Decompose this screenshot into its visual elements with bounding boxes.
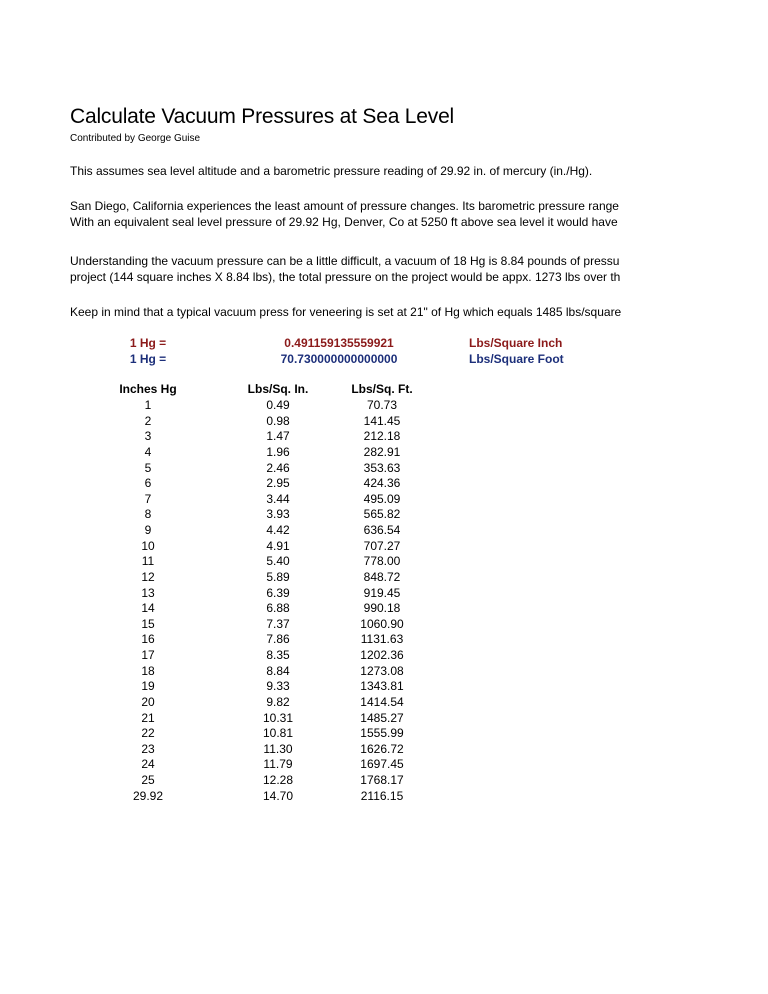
paragraph-understanding bbox=[70, 253, 646, 285]
cell-lbs-sq-in: 0.98 bbox=[266, 413, 290, 428]
column-header-lbs-sq-ft: Lbs/Sq. Ft. bbox=[351, 382, 413, 396]
cell-lbs-sq-ft: 1485.27 bbox=[360, 710, 404, 725]
cell-lbs-sq-in: 2.46 bbox=[266, 460, 290, 475]
cell-lbs-sq-ft: 1273.08 bbox=[360, 663, 404, 678]
paragraph-line: project (144 square inches X 8.84 lbs), the total pressure on the project would be appx. 1273 lbs over th bbox=[70, 270, 621, 284]
cell-lbs-sq-in: 8.35 bbox=[266, 648, 290, 662]
cell-inches-hg: 24 bbox=[141, 757, 155, 772]
table-row bbox=[0, 601, 768, 617]
cell-lbs-sq-ft: 141.45 bbox=[363, 413, 401, 428]
cell-lbs-sq-in: 3.93 bbox=[266, 507, 290, 522]
page-title: Calculate Vacuum Pressures at Sea Level bbox=[70, 105, 455, 128]
cell-inches-hg: 14 bbox=[141, 601, 155, 616]
cell-lbs-sq-ft: 636.54 bbox=[363, 523, 401, 537]
cell-inches-hg: 18 bbox=[141, 663, 155, 678]
paragraph-line: Keep in mind that a typical vacuum press for veneering is set at 21" of Hg which equals 1485 lbs/square bbox=[70, 305, 622, 319]
cell-lbs-sq-in: 11.79 bbox=[263, 757, 293, 772]
cell-lbs-sq-in: 9.82 bbox=[266, 694, 290, 709]
cell-lbs-sq-in: 5.40 bbox=[266, 554, 290, 569]
paragraph-line: This assumes sea level altitude and a barometric pressure reading of 29.92 in. of mercury (in./Hg). bbox=[70, 164, 593, 178]
cell-inches-hg: 21 bbox=[141, 710, 155, 725]
cell-lbs-sq-in: 5.89 bbox=[266, 569, 290, 584]
cell-lbs-sq-ft: 1131.63 bbox=[360, 632, 404, 647]
cell-lbs-sq-in: 3.44 bbox=[266, 491, 290, 506]
cell-lbs-sq-ft: 1768.17 bbox=[360, 773, 404, 787]
cell-lbs-sq-ft: 212.18 bbox=[363, 429, 401, 444]
table-row bbox=[0, 507, 768, 523]
table-row bbox=[0, 523, 768, 539]
table-row bbox=[0, 554, 768, 570]
conversion-label-sq-foot: 1 Hg = bbox=[129, 352, 167, 366]
cell-lbs-sq-ft: 990.18 bbox=[363, 601, 401, 616]
contributor-credit: Contributed by George Guise bbox=[70, 133, 201, 144]
table-row bbox=[0, 632, 768, 648]
paragraph-keep-in-mind bbox=[70, 304, 646, 320]
conversion-value-sq-foot: 70.730000000000000 bbox=[280, 352, 398, 366]
table-row bbox=[0, 742, 768, 758]
cell-lbs-sq-ft: 2116.15 bbox=[360, 788, 404, 803]
cell-lbs-sq-ft: 1626.72 bbox=[360, 741, 404, 756]
table-row bbox=[0, 695, 768, 711]
cell-lbs-sq-ft: 282.91 bbox=[363, 444, 401, 459]
cell-lbs-sq-in: 7.37 bbox=[266, 616, 290, 631]
cell-lbs-sq-ft: 1202.36 bbox=[360, 648, 404, 662]
table-row bbox=[0, 648, 768, 664]
cell-lbs-sq-in: 12.28 bbox=[262, 773, 294, 787]
cell-lbs-sq-in: 7.86 bbox=[266, 632, 290, 647]
cell-inches-hg: 7 bbox=[144, 491, 152, 506]
cell-inches-hg: 17 bbox=[141, 648, 155, 662]
cell-lbs-sq-ft: 1343.81 bbox=[360, 679, 404, 694]
pressure-table bbox=[0, 398, 768, 804]
cell-inches-hg: 1 bbox=[144, 398, 152, 412]
cell-lbs-sq-in: 10.81 bbox=[262, 726, 294, 741]
column-header-lbs-sq-in: Lbs/Sq. In. bbox=[247, 382, 309, 396]
cell-lbs-sq-in: 14.70 bbox=[262, 788, 294, 803]
conversion-value-sq-inch: 0.491159135559921 bbox=[284, 336, 394, 350]
cell-lbs-sq-ft: 424.36 bbox=[363, 476, 401, 491]
cell-lbs-sq-in: 0.49 bbox=[266, 398, 290, 412]
paragraph-line: San Diego, California experiences the least amount of pressure changes. Its barometric pressure range bbox=[70, 199, 619, 213]
cell-lbs-sq-ft: 495.09 bbox=[363, 491, 401, 506]
cell-inches-hg: 22 bbox=[141, 726, 155, 741]
cell-lbs-sq-ft: 778.00 bbox=[363, 554, 401, 569]
cell-lbs-sq-in: 4.42 bbox=[266, 523, 290, 537]
cell-lbs-sq-ft: 919.45 bbox=[363, 585, 401, 600]
cell-inches-hg: 3 bbox=[144, 429, 152, 444]
table-row bbox=[0, 398, 768, 414]
paragraph-line: With an equivalent seal level pressure of 29.92 Hg, Denver, Co at 5250 ft above sea level it would have bbox=[70, 215, 618, 229]
cell-lbs-sq-ft: 565.82 bbox=[363, 507, 401, 522]
cell-inches-hg: 29.92 bbox=[132, 788, 164, 803]
paragraph-intro bbox=[70, 163, 646, 179]
table-row bbox=[0, 586, 768, 602]
table-row bbox=[0, 445, 768, 461]
cell-inches-hg: 9 bbox=[144, 523, 152, 537]
cell-inches-hg: 2 bbox=[144, 413, 152, 428]
table-row bbox=[0, 726, 768, 742]
cell-lbs-sq-in: 1.96 bbox=[266, 444, 290, 459]
cell-lbs-sq-in: 6.39 bbox=[266, 585, 290, 600]
table-row bbox=[0, 429, 768, 445]
table-row bbox=[0, 664, 768, 680]
table-row bbox=[0, 539, 768, 555]
cell-inches-hg: 11 bbox=[141, 554, 155, 569]
cell-lbs-sq-ft: 1555.99 bbox=[360, 726, 404, 741]
cell-lbs-sq-ft: 1414.54 bbox=[360, 694, 404, 709]
cell-inches-hg: 19 bbox=[141, 679, 155, 694]
cell-inches-hg: 5 bbox=[144, 460, 152, 475]
cell-lbs-sq-ft: 70.73 bbox=[366, 398, 398, 412]
cell-lbs-sq-in: 11.30 bbox=[263, 741, 293, 756]
conversion-unit-sq-inch: Lbs/Square Inch bbox=[469, 336, 563, 350]
cell-lbs-sq-in: 10.31 bbox=[262, 710, 294, 725]
cell-inches-hg: 10 bbox=[141, 538, 155, 553]
table-row bbox=[0, 711, 768, 727]
cell-lbs-sq-ft: 1060.90 bbox=[360, 616, 404, 631]
table-row bbox=[0, 461, 768, 477]
paragraph-line: Understanding the vacuum pressure can be a little difficult, a vacuum of 18 Hg is 8.84 pounds of pressu bbox=[70, 254, 620, 268]
cell-inches-hg: 13 bbox=[141, 585, 155, 600]
cell-inches-hg: 4 bbox=[144, 444, 152, 459]
table-row bbox=[0, 773, 768, 789]
table-row bbox=[0, 679, 768, 695]
table-row bbox=[0, 414, 768, 430]
cell-lbs-sq-ft: 353.63 bbox=[363, 460, 401, 475]
cell-inches-hg: 20 bbox=[141, 694, 155, 709]
cell-lbs-sq-ft: 1697.45 bbox=[360, 757, 404, 772]
table-row bbox=[0, 492, 768, 508]
cell-inches-hg: 16 bbox=[141, 632, 155, 647]
cell-inches-hg: 6 bbox=[144, 476, 152, 491]
table-row bbox=[0, 570, 768, 586]
table-row bbox=[0, 476, 768, 492]
column-header-inches-hg: Inches Hg bbox=[119, 382, 177, 396]
cell-lbs-sq-in: 8.84 bbox=[266, 663, 290, 678]
cell-lbs-sq-ft: 848.72 bbox=[363, 569, 401, 584]
cell-lbs-sq-in: 4.91 bbox=[266, 538, 290, 553]
table-row bbox=[0, 789, 768, 805]
conversion-unit-sq-foot: Lbs/Square Foot bbox=[469, 352, 564, 366]
cell-lbs-sq-in: 9.33 bbox=[266, 679, 290, 694]
cell-inches-hg: 25 bbox=[141, 773, 155, 787]
cell-lbs-sq-in: 6.88 bbox=[266, 601, 290, 616]
cell-inches-hg: 23 bbox=[141, 741, 155, 756]
cell-inches-hg: 8 bbox=[144, 507, 152, 522]
table-row bbox=[0, 757, 768, 773]
cell-inches-hg: 15 bbox=[141, 616, 155, 631]
conversion-label-sq-inch: 1 Hg = bbox=[129, 336, 167, 350]
table-row bbox=[0, 617, 768, 633]
cell-lbs-sq-ft: 707.27 bbox=[363, 538, 401, 553]
cell-lbs-sq-in: 1.47 bbox=[266, 429, 290, 444]
cell-inches-hg: 12 bbox=[141, 569, 155, 584]
paragraph-san-diego bbox=[70, 198, 646, 230]
cell-lbs-sq-in: 2.95 bbox=[266, 476, 290, 491]
